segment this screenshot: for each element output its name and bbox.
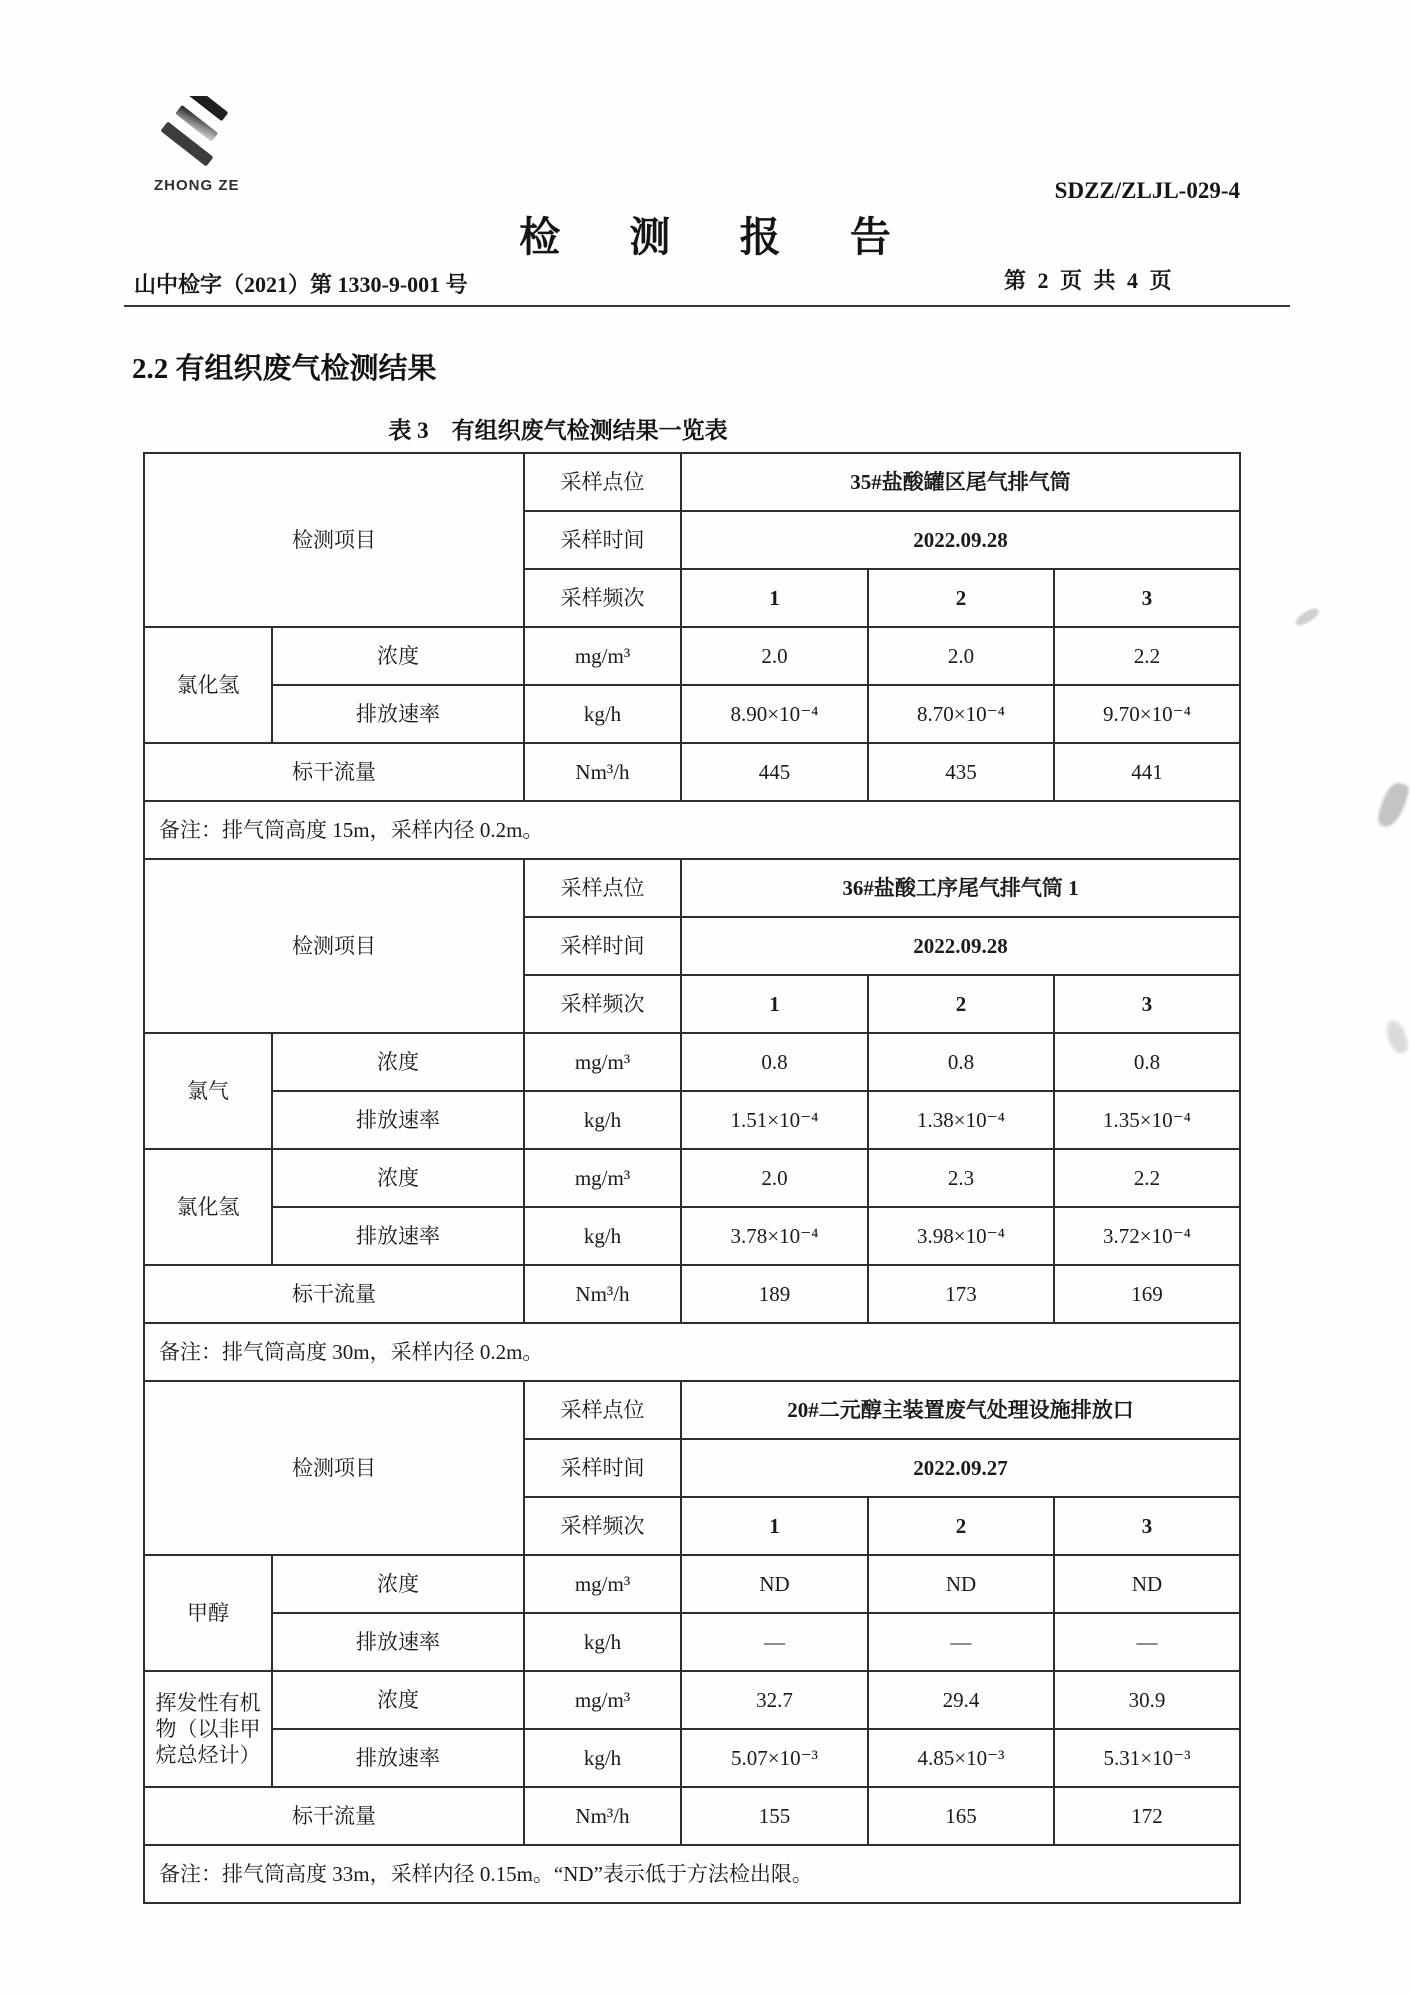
unit-cell: mg/m³	[524, 1033, 681, 1091]
sampling-point-label: 采样点位	[524, 859, 681, 917]
unit-cell: kg/h	[524, 1613, 681, 1671]
scan-artifact	[1375, 780, 1410, 831]
unit-cell: kg/h	[524, 685, 681, 743]
freq-3: 3	[1054, 569, 1240, 627]
note-cell: 备注：排气筒高度 33m，采样内径 0.15m。“ND”表示低于方法检出限。	[144, 1845, 1240, 1903]
metric-label: 浓度	[272, 1555, 524, 1613]
value-cell: 8.90×10⁻⁴	[681, 685, 868, 743]
sampling-freq-label: 采样频次	[524, 975, 681, 1033]
value-cell: 173	[868, 1265, 1054, 1323]
metric-label: 浓度	[272, 1671, 524, 1729]
sampling-freq-label: 采样频次	[524, 1497, 681, 1555]
value-cell: ND	[681, 1555, 868, 1613]
table-row	[144, 1381, 1240, 1439]
value-cell: 441	[1054, 743, 1240, 801]
value-cell: 155	[681, 1787, 868, 1845]
value-cell: 172	[1054, 1787, 1240, 1845]
sampling-time-label: 采样时间	[524, 1439, 681, 1497]
value-cell: 3.98×10⁻⁴	[868, 1207, 1054, 1265]
result-table-2	[143, 858, 1241, 1382]
flow-label: 标干流量	[144, 1265, 524, 1323]
value-cell: 3.72×10⁻⁴	[1054, 1207, 1240, 1265]
sampling-time-label: 采样时间	[524, 511, 681, 569]
value-cell: 30.9	[1054, 1671, 1240, 1729]
unit-cell: mg/m³	[524, 627, 681, 685]
test-item-label: 检测项目	[144, 453, 524, 627]
metric-label: 排放速率	[272, 685, 524, 743]
table-row	[144, 1671, 1240, 1729]
table-row	[144, 1033, 1240, 1091]
sampling-time-label: 采样时间	[524, 917, 681, 975]
value-cell: 445	[681, 743, 868, 801]
value-cell: 1.51×10⁻⁴	[681, 1091, 868, 1149]
document-number: 山中检字（2021）第 1330-9-001 号	[134, 272, 468, 297]
table-row	[144, 1323, 1240, 1381]
table-row	[144, 1091, 1240, 1149]
metric-label: 浓度	[272, 1149, 524, 1207]
value-cell: 32.7	[681, 1671, 868, 1729]
value-cell: 5.31×10⁻³	[1054, 1729, 1240, 1787]
value-cell: 29.4	[868, 1671, 1054, 1729]
report-title: 检 测 报 告	[519, 214, 921, 260]
value-cell: 5.07×10⁻³	[681, 1729, 868, 1787]
value-cell: ND	[1054, 1555, 1240, 1613]
value-cell: —	[681, 1613, 868, 1671]
freq-2: 2	[868, 975, 1054, 1033]
test-item-label: 检测项目	[144, 859, 524, 1033]
value-cell: 9.70×10⁻⁴	[1054, 685, 1240, 743]
value-cell: 8.70×10⁻⁴	[868, 685, 1054, 743]
company-logo	[150, 96, 260, 194]
value-cell: —	[868, 1613, 1054, 1671]
result-table-1	[143, 452, 1241, 860]
scan-artifact	[1385, 1019, 1410, 1056]
document-code: SDZZ/ZLJL-029-4	[1054, 178, 1240, 203]
table-row	[144, 859, 1240, 917]
page-indicator: 第 2 页 共 4 页	[1004, 268, 1175, 293]
table-row	[144, 1845, 1240, 1903]
table-row	[144, 453, 1240, 511]
value-cell: 0.8	[868, 1033, 1054, 1091]
value-cell: 169	[1054, 1265, 1240, 1323]
metric-label: 排放速率	[272, 1207, 524, 1265]
value-cell: ND	[868, 1555, 1054, 1613]
value-cell: 2.0	[868, 627, 1054, 685]
test-item-label: 检测项目	[144, 1381, 524, 1555]
freq-3: 3	[1054, 975, 1240, 1033]
table-row	[144, 1149, 1240, 1207]
metric-label: 排放速率	[272, 1613, 524, 1671]
freq-2: 2	[868, 1497, 1054, 1555]
sampling-point-value: 20#二元醇主装置废气处理设施排放口	[681, 1381, 1240, 1439]
sampling-point-label: 采样点位	[524, 453, 681, 511]
flow-label: 标干流量	[144, 1787, 524, 1845]
logo-text: ZHONG ZE	[154, 177, 240, 194]
freq-1: 1	[681, 569, 868, 627]
value-cell: 0.8	[681, 1033, 868, 1091]
note-cell: 备注：排气筒高度 30m，采样内径 0.2m。	[144, 1323, 1240, 1381]
value-cell: 2.3	[868, 1149, 1054, 1207]
value-cell: 165	[868, 1787, 1054, 1845]
table-row	[144, 743, 1240, 801]
value-cell: 2.0	[681, 627, 868, 685]
unit-cell: mg/m³	[524, 1671, 681, 1729]
table-caption: 表 3 有组织废气检测结果一览表	[388, 418, 728, 443]
unit-cell: Nm³/h	[524, 1787, 681, 1845]
sampling-time-value: 2022.09.27	[681, 1439, 1240, 1497]
unit-cell: kg/h	[524, 1207, 681, 1265]
freq-1: 1	[681, 1497, 868, 1555]
table-row	[144, 627, 1240, 685]
results-tables	[143, 452, 1239, 1904]
table-row	[144, 1613, 1240, 1671]
scan-artifact	[1293, 606, 1321, 628]
freq-1: 1	[681, 975, 868, 1033]
metric-label: 排放速率	[272, 1091, 524, 1149]
freq-2: 2	[868, 569, 1054, 627]
value-cell: 189	[681, 1265, 868, 1323]
sampling-time-value: 2022.09.28	[681, 917, 1240, 975]
sampling-freq-label: 采样频次	[524, 569, 681, 627]
sampling-point-label: 采样点位	[524, 1381, 681, 1439]
table-row	[144, 685, 1240, 743]
table-row	[144, 1265, 1240, 1323]
value-cell: 1.38×10⁻⁴	[868, 1091, 1054, 1149]
table-row	[144, 1787, 1240, 1845]
unit-cell: Nm³/h	[524, 1265, 681, 1323]
metric-label: 浓度	[272, 1033, 524, 1091]
sampling-time-value: 2022.09.28	[681, 511, 1240, 569]
value-cell: 435	[868, 743, 1054, 801]
substance-name: 氯气	[144, 1033, 272, 1149]
unit-cell: Nm³/h	[524, 743, 681, 801]
value-cell: 2.2	[1054, 1149, 1240, 1207]
substance-name: 氯化氢	[144, 1149, 272, 1265]
value-cell: 3.78×10⁻⁴	[681, 1207, 868, 1265]
table-row	[144, 1729, 1240, 1787]
value-cell: 1.35×10⁻⁴	[1054, 1091, 1240, 1149]
sampling-point-value: 35#盐酸罐区尾气排气筒	[681, 453, 1240, 511]
unit-cell: kg/h	[524, 1729, 681, 1787]
substance-name: 氯化氢	[144, 627, 272, 743]
unit-cell: mg/m³	[524, 1149, 681, 1207]
freq-3: 3	[1054, 1497, 1240, 1555]
result-table-3	[143, 1380, 1241, 1904]
note-cell: 备注：排气筒高度 15m，采样内径 0.2m。	[144, 801, 1240, 859]
table-row	[144, 801, 1240, 859]
metric-label: 排放速率	[272, 1729, 524, 1787]
unit-cell: kg/h	[524, 1091, 681, 1149]
substance-name: 挥发性有机物（以非甲烷总烃计）	[144, 1671, 272, 1787]
flow-label: 标干流量	[144, 743, 524, 801]
substance-name: 甲醇	[144, 1555, 272, 1671]
logo-stripes-icon	[150, 96, 246, 170]
value-cell: 2.2	[1054, 627, 1240, 685]
table-row	[144, 1555, 1240, 1613]
value-cell: 4.85×10⁻³	[868, 1729, 1054, 1787]
value-cell: 0.8	[1054, 1033, 1240, 1091]
sampling-point-value: 36#盐酸工序尾气排气筒 1	[681, 859, 1240, 917]
unit-cell: mg/m³	[524, 1555, 681, 1613]
table-row	[144, 1207, 1240, 1265]
value-cell: —	[1054, 1613, 1240, 1671]
section-title: 2.2 有组织废气检测结果	[132, 353, 437, 385]
metric-label: 浓度	[272, 627, 524, 685]
value-cell: 2.0	[681, 1149, 868, 1207]
header-divider	[124, 305, 1290, 307]
